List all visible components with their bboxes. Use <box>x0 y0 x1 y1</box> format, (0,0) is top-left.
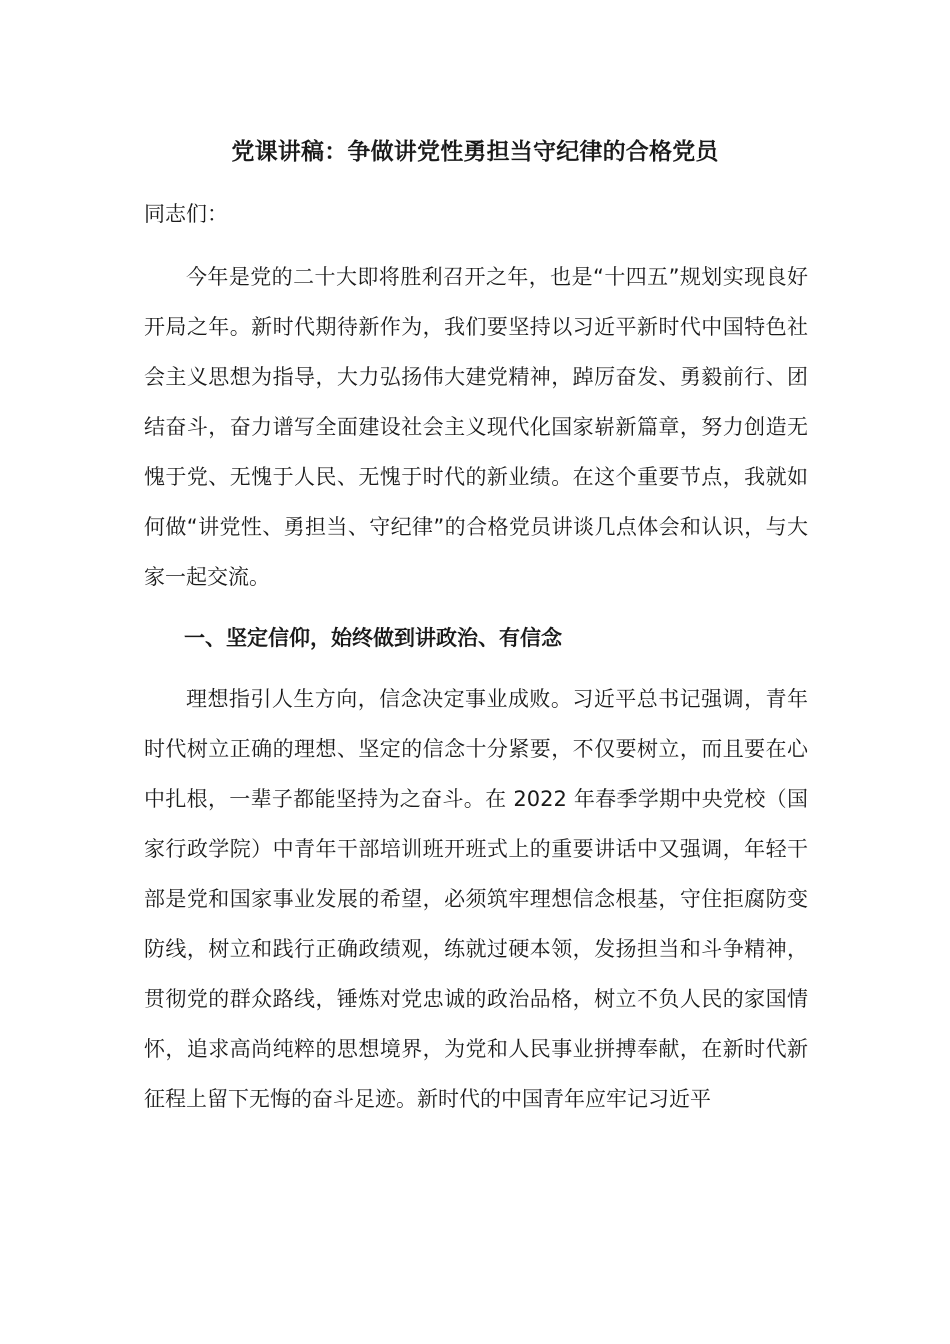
section-heading: 一、坚定信仰，始终做到讲政治、有信念 <box>184 626 562 650</box>
document-title: 党课讲稿：争做讲党性勇担当守纪律的合格党员 <box>231 139 719 165</box>
body-paragraph: 理想指引人生方向，信念决定事业成败。习近平总书记强调，青年时代树立正确的理想、坚定的信念十分紧要，不仅要树立，而且要在心中扎根，一辈子都能坚持为之奋斗。在 2022 年春季学期中央党校（国家行政学院）中青年干部培训班开班式上的重要讲话中又强调，年轻干部是党和国家事业发展的希望，必须筑牢理想信念根基，守住拒腐防变防线，树立和践行正确政绩观，练就过硬本领，发扬担当和斗争精神，贯彻党的群众路线，锤炼对党忠诚的政治品格，树立不负人民的家国情怀，追求高尚纯粹的思想境界，为党和人民事业拼搏奉献，在新时代新征程上留下无悔的奋斗足迹。新时代的中国青年应牢记习近平 <box>144 687 808 1111</box>
greeting: 同志们： <box>144 202 228 226</box>
body-paragraph: 今年是党的二十大即将胜利召开之年，也是“十四五”规划实现良好开局之年。新时代期待新作为，我们要坚持以习近平新时代中国特色社会主义思想为指导，大力弘扬伟大建党精神，踔厉奋发、勇毅前行、团结奋斗，奋力谱写全面建设社会主义现代化国家崭新篇章，努力创造无愧于党、无愧于人民、无愧于时代的新业绩。在这个重要节点，我就如何做“讲党性、勇担当、守纪律”的合格党员讲谈几点体会和认识，与大家一起交流。 <box>144 265 808 589</box>
